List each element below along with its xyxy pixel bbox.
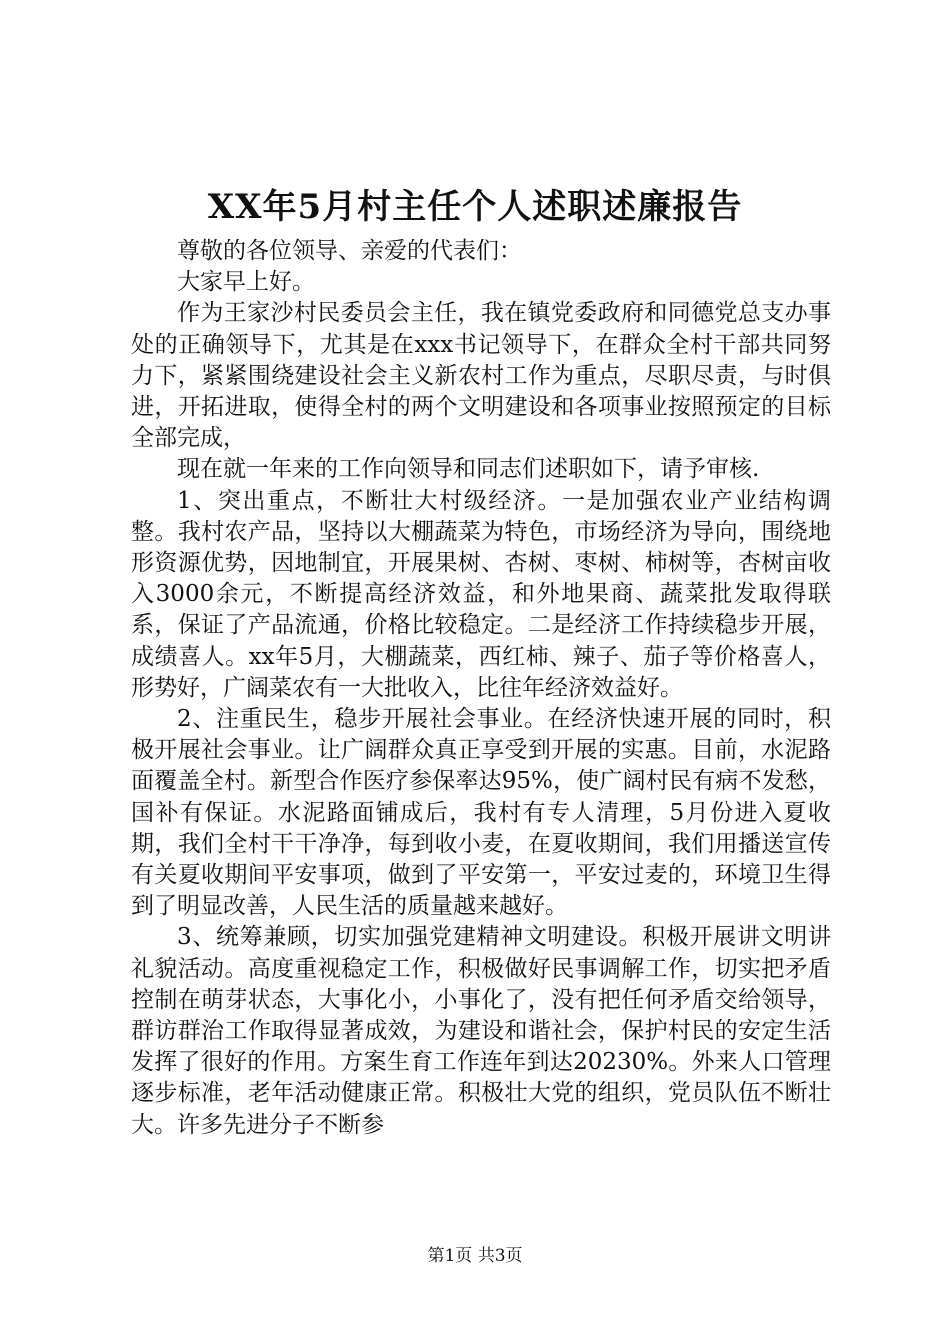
paragraph-section-1: 1、突出重点，不断壮大村级经济。一是加强农业产业结构调整。我村农产品，坚持以大棚蔬菜为特色，市场经济为导向，围绕地形资源优势，因地制宜，开展果树、杏树、枣树、柿树等，杏树亩收入3000余元，不断提高经济效益，和外地果商、蔬菜批发取得联系，保证了产品流通，价格比较稳定。二是经济工作持续稳步开展，成绩喜人。xx年5月，大棚蔬菜，西红柿、辣子、茄子等价格喜人，形势好，广阔菜农有一大批收入，比往年经济效益好。: [131, 487, 831, 701]
document-body: [131, 236, 831, 1141]
paragraph-intro: 作为王家沙村民委员会主任，我在镇党委政府和同德党总支办事处的正确领导下，尤其是在xxx书记领导下，在群众全村干部共同努力下，紧紧围绕建设社会主义新农村工作为重点，尽职尽责，与时俱进，开拓进取，使得全村的两个文明建设和各项事业按照预定的目标全部完成，: [131, 300, 831, 452]
paragraph-section-3: 3、统筹兼顾，切实加强党建精神文明建设。积极开展讲文明讲礼貌活动。高度重视稳定工作，积极做好民事调解工作，切实把矛盾控制在萌芽状态，大事化小，小事化了，没有把任何矛盾交给领导，群访群治工作取得显著成效，为建设和谐社会，保护村民的安定生活发挥了很好的作用。方案生育工作连年到达20230%。外来人口管理逐步标准，老年活动健康正常。积极壮大党的组织，党员队伍不断壮大。许多先进分子不断参: [131, 924, 831, 1138]
page-number-footer: 第1页 共3页: [427, 1246, 523, 1266]
paragraph-section-2: 2、注重民生，稳步开展社会事业。在经济快速开展的同时，积极开展社会事业。让广阔群众真正享受到开展的实惠。目前，水泥路面覆盖全村。新型合作医疗参保率达95%，使广阔村民有病不发愁，国补有保证。水泥路面铺成后，我村有专人清理，5月份进入夏收期，我们全村干干净净，每到收小麦，在夏收期间，我们用播送宣传有关夏收期间平安事项，做到了平安第一，平安过麦的，环境卫生得到了明显改善，人民生活的质量越来越好。: [131, 706, 831, 920]
salutation: 尊敬的各位领导、亲爱的代表们：: [177, 238, 522, 264]
greeting: 大家早上好。: [177, 269, 315, 296]
document-title: XX年5月村主任个人述职述廉报告: [207, 187, 743, 227]
paragraph-report-statement: 现在就一年来的工作向领导和同志们述职如下，请予审核.: [177, 456, 760, 483]
